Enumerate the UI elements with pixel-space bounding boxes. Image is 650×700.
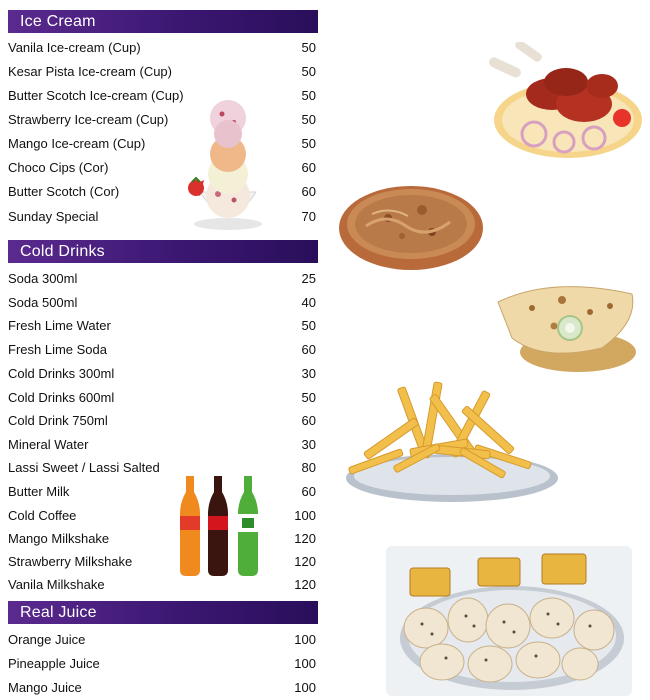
menu-item [8,291,318,315]
item-price: 50 [301,88,316,103]
item-name: Choco Cips (Cor) [8,160,109,175]
menu-item [8,628,318,652]
item-price: 50 [301,64,316,79]
item-price: 100 [294,656,316,671]
menu-item [8,433,318,457]
menu-item [8,550,318,574]
item-name: Lassi Sweet / Lassi Salted [8,460,160,475]
menu-item [8,480,318,504]
section-header-real-juice: Real Juice [8,601,318,624]
item-name: Fresh Lime Water [8,318,111,333]
menu-item [8,314,318,338]
item-name: Mango Milkshake [8,531,110,546]
paneer-tikka-image [386,546,632,696]
item-price: 50 [301,112,316,127]
item-price: 100 [294,632,316,647]
item-name: Orange Juice [8,632,86,647]
item-name: Sunday Special [8,209,99,224]
naan-bread-image [492,282,638,374]
menu-item [8,504,318,528]
menu-item [8,676,318,700]
french-fries-image [338,378,558,504]
item-name: Mango Juice [8,680,82,695]
soda-bottles-image [176,476,268,576]
menu-item [8,573,318,597]
item-name: Soda 500ml [8,295,78,310]
item-price: 120 [294,554,316,569]
menu-item [8,362,318,386]
item-name: Mango Ice-cream (Cup) [8,136,146,151]
item-price: 60 [301,342,316,357]
item-price: 30 [301,366,316,381]
item-price: 120 [294,531,316,546]
item-price: 60 [301,184,316,199]
menu-item [8,652,318,676]
item-name: Cold Drink 750ml [8,413,108,428]
item-name: Pineapple Juice [8,656,100,671]
biryani-bowl-image [336,180,486,272]
item-price: 50 [301,390,316,405]
item-name: Vanila Ice-cream (Cup) [8,40,141,55]
item-name: Vanila Milkshake [8,577,105,592]
item-name: Soda 300ml [8,271,78,286]
item-name: Butter Scotch (Cor) [8,184,120,199]
item-price: 60 [301,160,316,175]
item-price: 70 [301,209,316,224]
menu-item [8,338,318,362]
menu-item [8,386,318,410]
item-price: 25 [301,271,316,286]
item-price: 50 [301,136,316,151]
item-name: Strawberry Milkshake [8,554,133,569]
item-price: 30 [301,437,316,452]
item-price: 60 [301,413,316,428]
menu-item [8,527,318,551]
tandoori-chicken-image [484,42,644,162]
section-header-cold-drinks: Cold Drinks [8,240,318,263]
ice-cream-scoops-image [182,96,274,232]
item-name: Butter Milk [8,484,70,499]
item-price: 50 [301,318,316,333]
item-name: Strawberry Ice-cream (Cup) [8,112,169,127]
item-price: 100 [294,508,316,523]
item-name: Kesar Pista Ice-cream (Cup) [8,64,172,79]
item-name: Mineral Water [8,437,89,452]
item-name: Fresh Lime Soda [8,342,107,357]
item-name: Cold Drinks 300ml [8,366,115,381]
item-price: 60 [301,484,316,499]
item-price: 40 [301,295,316,310]
menu-item [8,409,318,433]
menu-item [8,60,318,84]
menu-item [8,456,318,480]
item-name: Cold Drinks 600ml [8,390,115,405]
item-price: 100 [294,680,316,695]
section-header-ice-cream: Ice Cream [8,10,318,33]
item-price: 120 [294,577,316,592]
item-price: 80 [301,460,316,475]
menu-item [8,267,318,291]
item-name: Cold Coffee [8,508,77,523]
menu-item [8,36,318,60]
item-price: 50 [301,40,316,55]
item-name: Butter Scotch Ice-cream (Cup) [8,88,184,103]
